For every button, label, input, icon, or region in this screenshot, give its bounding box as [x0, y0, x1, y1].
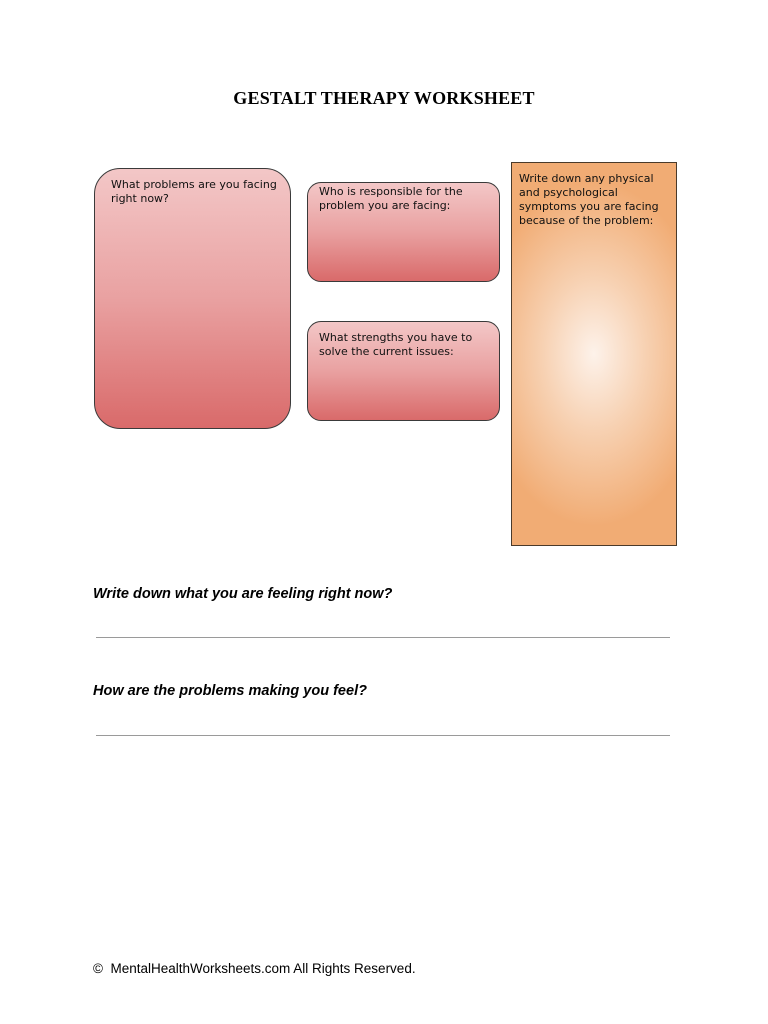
copyright-footer: © MentalHealthWorksheets.com All Rights Reserved. — [93, 961, 416, 976]
symptoms-prompt: Write down any physical and psychological symptoms you are facing because of the problem: — [519, 172, 659, 227]
strengths-prompt: What strengths you have to solve the current issues: — [319, 331, 473, 358]
problems-feel-answer-line[interactable] — [96, 735, 670, 736]
responsible-box[interactable] — [307, 182, 500, 282]
feeling-answer-line[interactable] — [96, 637, 670, 638]
symptoms-box[interactable] — [511, 162, 677, 546]
worksheet-title: GESTALT THERAPY WORKSHEET — [233, 88, 535, 108]
problems-prompt: What problems are you facing right now? — [111, 178, 277, 205]
responsible-prompt: Who is responsible for the problem you are facing: — [319, 185, 463, 212]
strengths-box[interactable] — [307, 321, 500, 421]
problems-feel-question: How are the problems making you feel? — [93, 683, 367, 699]
feeling-question: Write down what you are feeling right now? — [93, 586, 393, 602]
problems-box[interactable] — [94, 168, 291, 429]
